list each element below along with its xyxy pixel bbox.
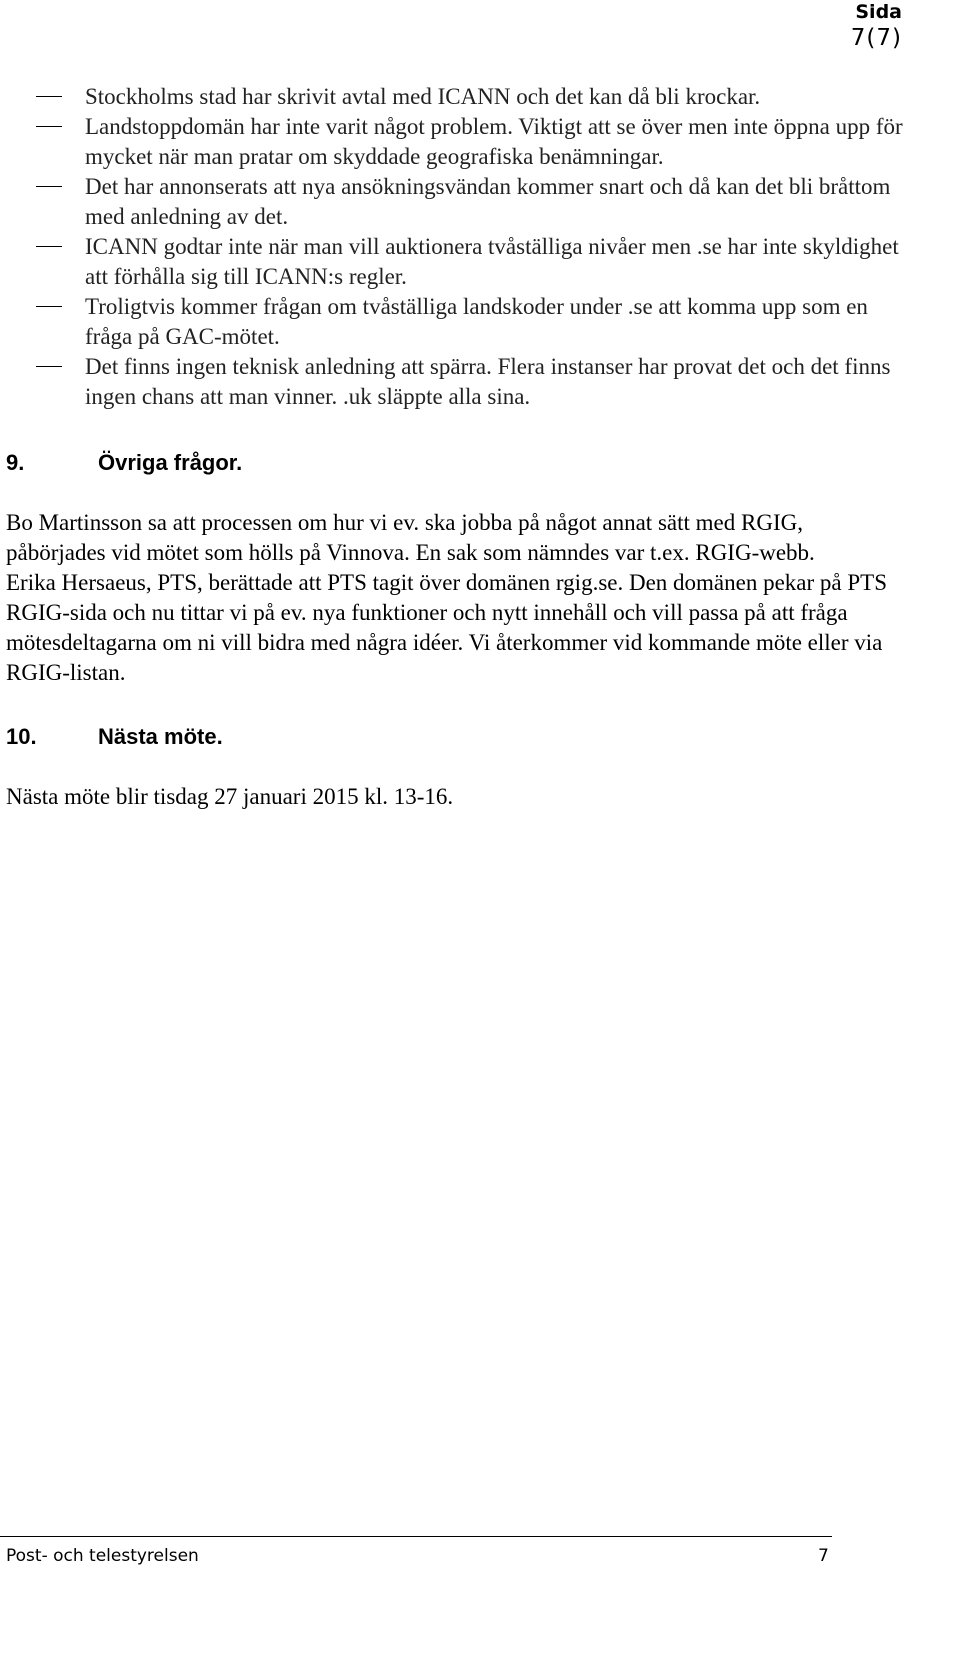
section-9-paragraph: Erika Hersaeus, PTS, berättade att PTS tagit över domänen rgig.se. Den domänen pekar på PTS RGIG-sida och nu tittar vi på ev. nya funktioner och nytt innehåll och vill passa på att fråga mötesdeltagarna om ni vill bidra med några idéer. Vi återkommer vid kommande möte eller via RGIG-listan. (6, 570, 888, 685)
section-9-title: Övriga frågor. (98, 450, 243, 475)
dash-bullet-icon (36, 96, 62, 97)
footer-organization: Post- och telestyrelsen (6, 1546, 199, 1566)
section-9-body (6, 508, 906, 688)
dash-bullet-icon (36, 126, 62, 127)
section-10-body (6, 782, 906, 812)
footer-divider (0, 1536, 832, 1537)
list-item (6, 172, 906, 232)
dash-bullet-icon (36, 366, 62, 367)
list-item-text: Stockholms stad har skrivit avtal med ICANN och det kan då bli krockar. (85, 84, 761, 109)
dash-bullet-icon (36, 186, 62, 187)
list-item-text: Det finns ingen teknisk anledning att spärra. Flera instanser har provat det och det finns ingen chans att man vinner. .uk släppte alla sina. (85, 354, 891, 409)
section-10-number: 10. (6, 724, 37, 749)
list-item (6, 112, 906, 172)
page-label: Sida (855, 1, 902, 23)
section-9-paragraph: Bo Martinsson sa att processen om hur vi ev. ska jobba på något annat sätt med RGIG, påbörjades vid mötet som hölls på Vinnova. En sak som nämndes var t.ex. RGIG-webb. (6, 510, 815, 565)
list-item (6, 82, 906, 112)
list-item (6, 292, 906, 352)
section-9-number: 9. (6, 450, 25, 475)
list-item-text: Landstoppdomän har inte varit något problem. Viktigt att se över men inte öppna upp för mycket när man pratar om skyddade geografiska benämningar. (85, 114, 903, 169)
section-10-title: Nästa möte. (98, 724, 223, 749)
section-10-paragraph: Nästa möte blir tisdag 27 januari 2015 kl. 13-16. (6, 784, 454, 809)
bullet-list (6, 82, 906, 412)
document-body (6, 82, 906, 812)
dash-bullet-icon (36, 306, 62, 307)
list-item-text: Troligtvis kommer frågan om tvåställiga landskoder under .se att komma upp som en fråga på GAC-mötet. (85, 294, 868, 349)
dash-bullet-icon (36, 246, 62, 247)
list-item (6, 232, 906, 292)
list-item-text: ICANN godtar inte när man vill auktionera tvåställiga nivåer men .se har inte skyldighet att förhålla sig till ICANN:s regler. (85, 234, 899, 289)
footer-page-number: 7 (818, 1546, 829, 1566)
page-count: 7(7) (850, 25, 902, 51)
page-header (851, 0, 902, 52)
section-9-heading (6, 448, 906, 478)
list-item-text: Det har annonserats att nya ansökningsvändan kommer snart och då kan det bli bråttom med anledning av det. (85, 174, 891, 229)
section-10-heading (6, 722, 906, 752)
list-item (6, 352, 906, 412)
